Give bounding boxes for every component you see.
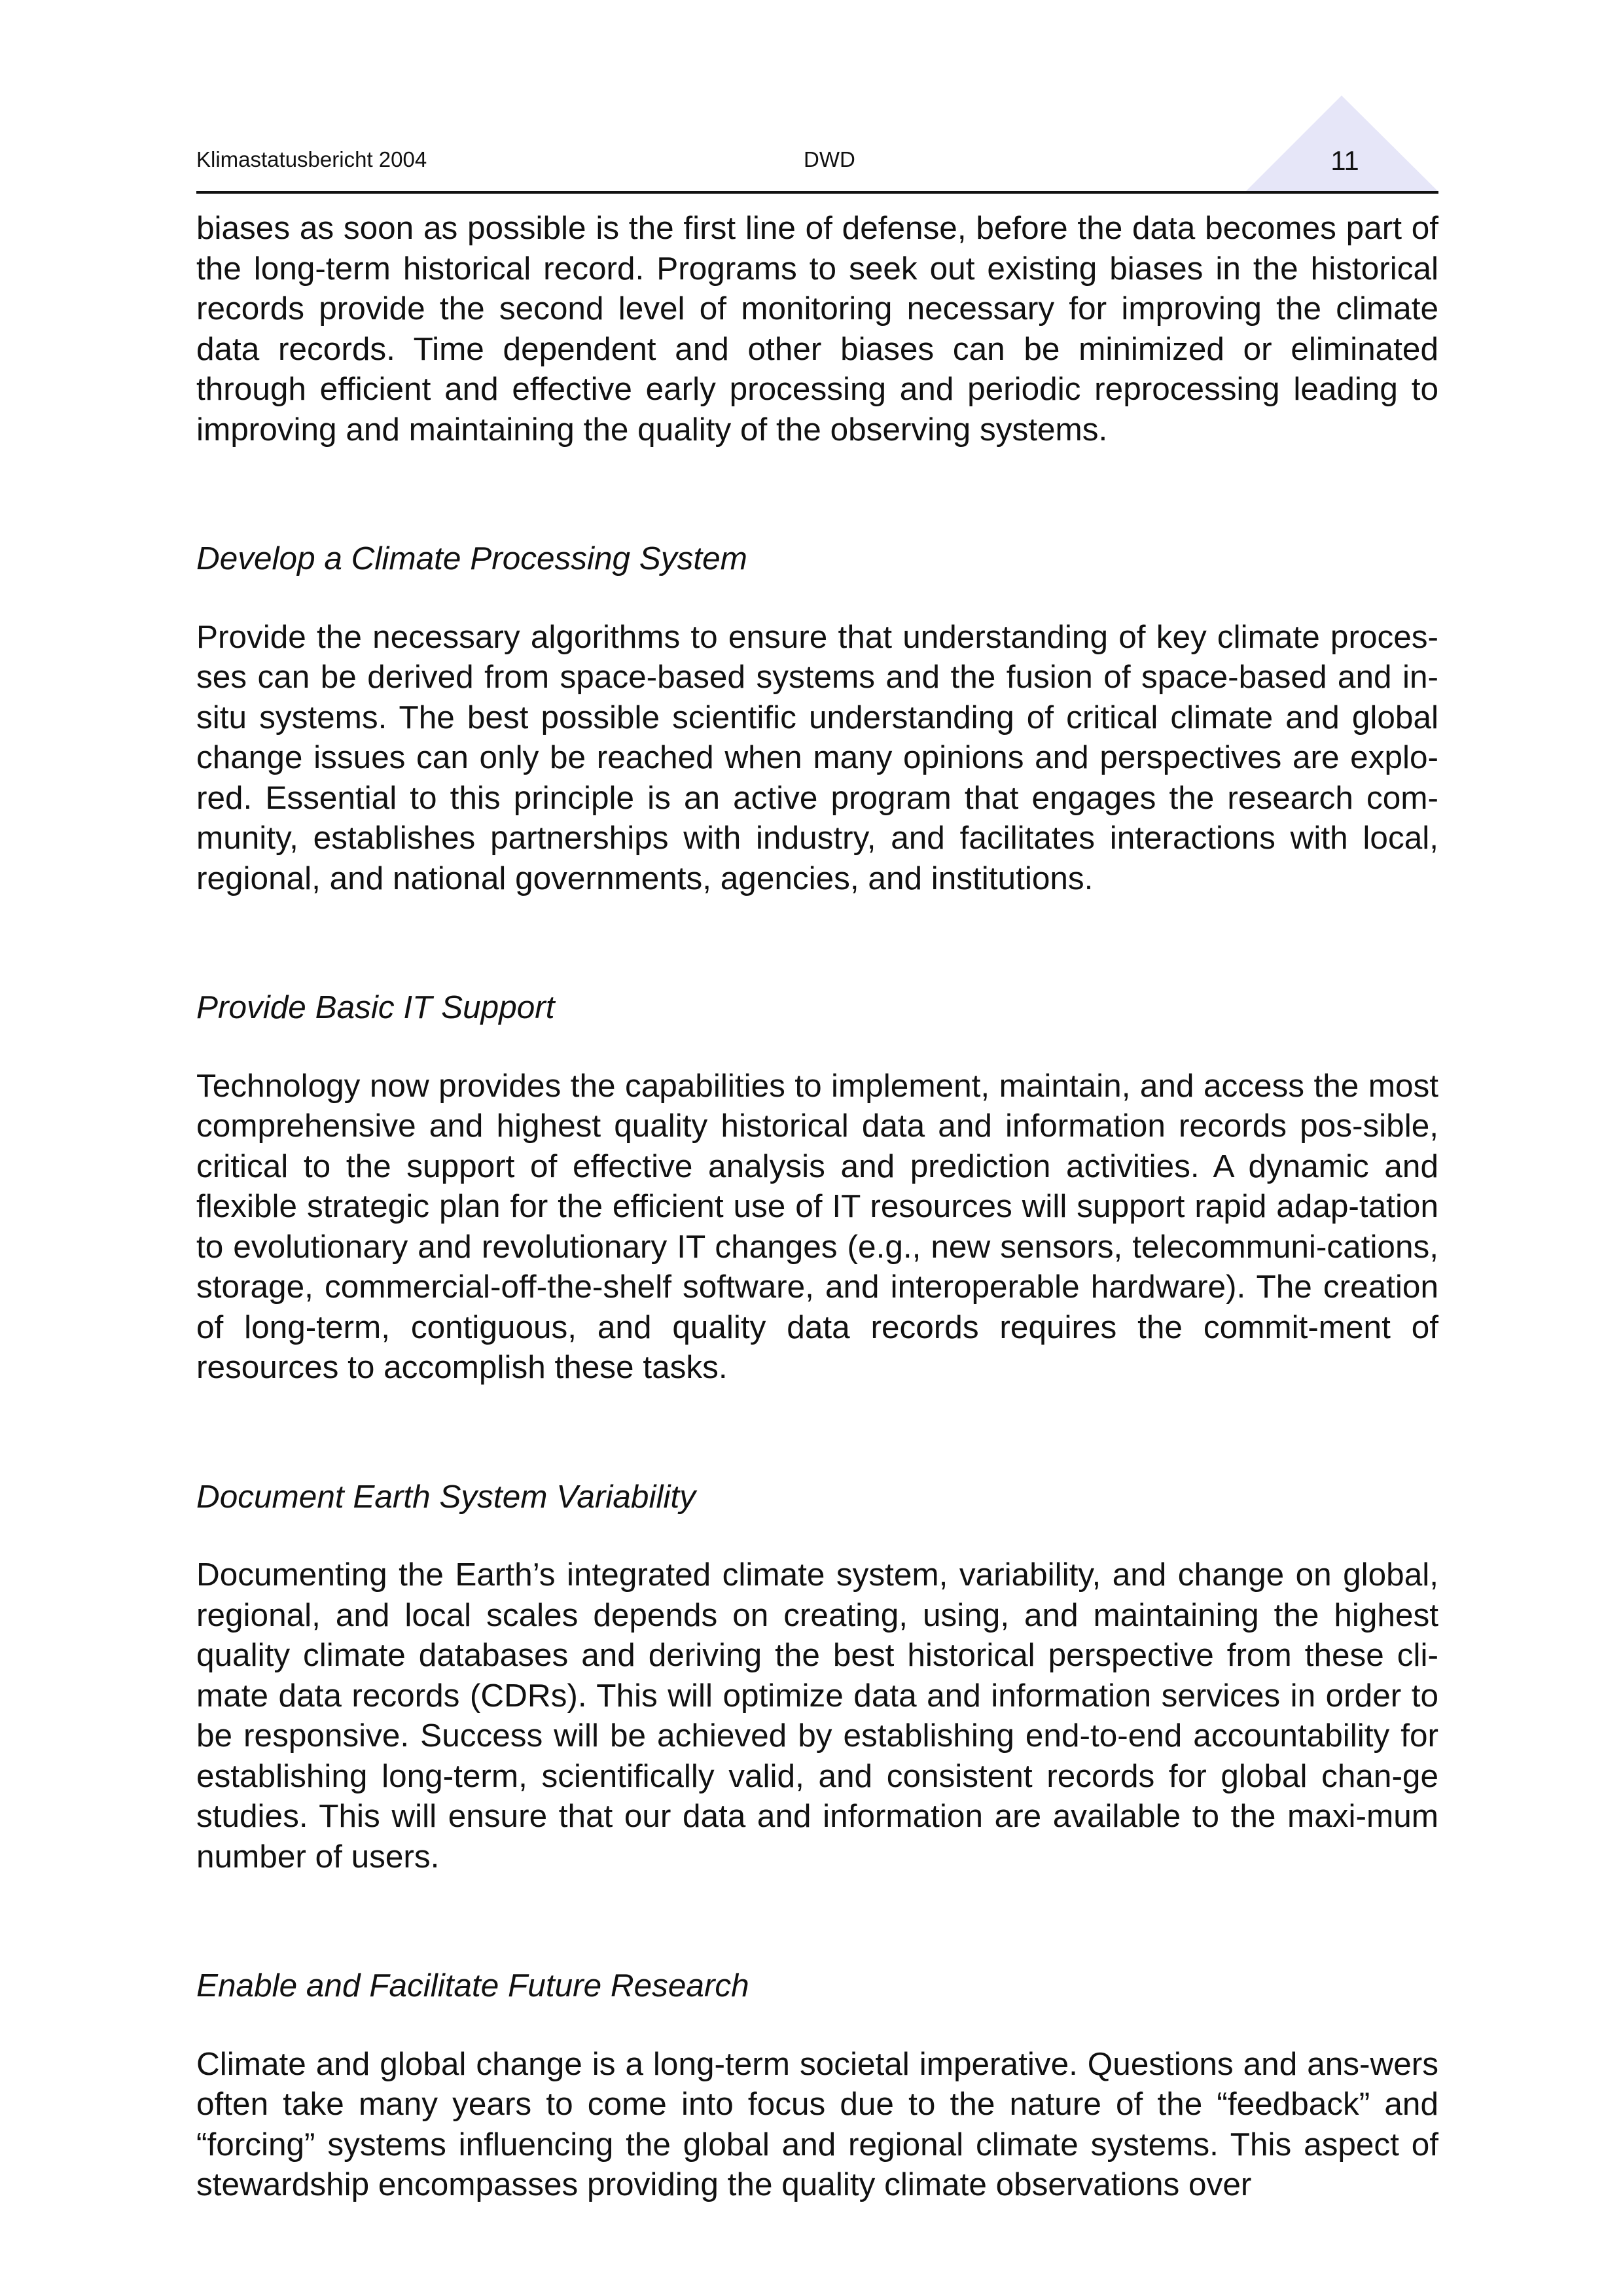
section-heading-earth-system-variability: Document Earth System Variability: [196, 1478, 696, 1515]
section-body-future-research: Climate and global change is a long-term societal imperative. Questions and ans-wers often take many years to come into focus due to the nature of the “feedback” and “forcing” systems influencing the global and regional climate systems. This aspect of stewardship encompasses providing the quality climate observations over: [196, 2045, 1438, 2202]
section-gap: [196, 1388, 1438, 1477]
heading-gap: [196, 1028, 1438, 1066]
section-gap: [196, 898, 1438, 987]
section-heading-climate-processing: Develop a Climate Processing System: [196, 540, 747, 576]
running-header-publisher: DWD: [804, 147, 855, 171]
section-heading-future-research: Enable and Facilitate Future Research: [196, 1968, 749, 2004]
section-gap: [196, 1877, 1438, 1966]
heading-gap: [196, 2006, 1438, 2044]
section-gap: [196, 450, 1438, 539]
header-rule: [196, 191, 1438, 194]
running-header-title: Klimastatusbericht 2004: [196, 147, 427, 171]
intro-paragraph: biases as soon as possible is the first line of defense, before the data becomes part of the long-term historical record. Programs to seek out existing biases in the historical records provide the second level of monitoring necessary for improving the climate data records. Time dependent and other biases can be minimized or eliminated through efficient and effective early processing and periodic reprocessing leading to improving and maintaining the quality of the observing systems.: [196, 210, 1438, 448]
body-column: [196, 208, 1438, 2205]
section-body-earth-system-variability: Documenting the Earth’s integrated climate system, variability, and change on global, regional, and local scales depends on creating, using, and maintaining the highest quality climate databases and deriving the best historical perspective from these cli-mate data records (CDRs). This will optimize data and information services in order to be responsive. Success will be achieved by establishing end-to-end accountability for establishing long-term, scientifically valid, and consistent records for global chan-ge studies. This will ensure that our data and information are available to the maxi-mum number of users.: [196, 1557, 1438, 1875]
heading-gap: [196, 1517, 1438, 1555]
section-heading-it-support: Provide Basic IT Support: [196, 989, 555, 1025]
section-body-climate-processing: Provide the necessary algorithms to ensure that understanding of key climate proces-ses can be derived from space-based systems and the fusion of space-based and in-situ systems. The best possible scientific understanding of critical climate and global change issues can only be reached when many opinions and perspectives are explo-red. Essential to this principle is an active program that engages the research com-munity, establishes partnerships with industry, and facilitates interactions with local, regional, and national governments, agencies, and institutions.: [196, 618, 1438, 896]
heading-gap: [196, 579, 1438, 617]
page-number: 11: [1330, 145, 1359, 176]
section-body-it-support: Technology now provides the capabilities to implement, maintain, and access the most comprehensive and highest quality historical data and information records pos-sible, critical to the support of effective analysis and prediction activities. A dynamic and flexible strategic plan for the efficient use of IT resources will support rapid adap-tation to evolutionary and revolutionary IT changes (e.g., new sensors, telecommuni-cations, storage, commercial-off-the-shelf software, and interoperable hardware). The creation of long-term, contiguous, and quality data records requires the commit-ment of resources to accomplish these tasks.: [196, 1067, 1438, 1385]
